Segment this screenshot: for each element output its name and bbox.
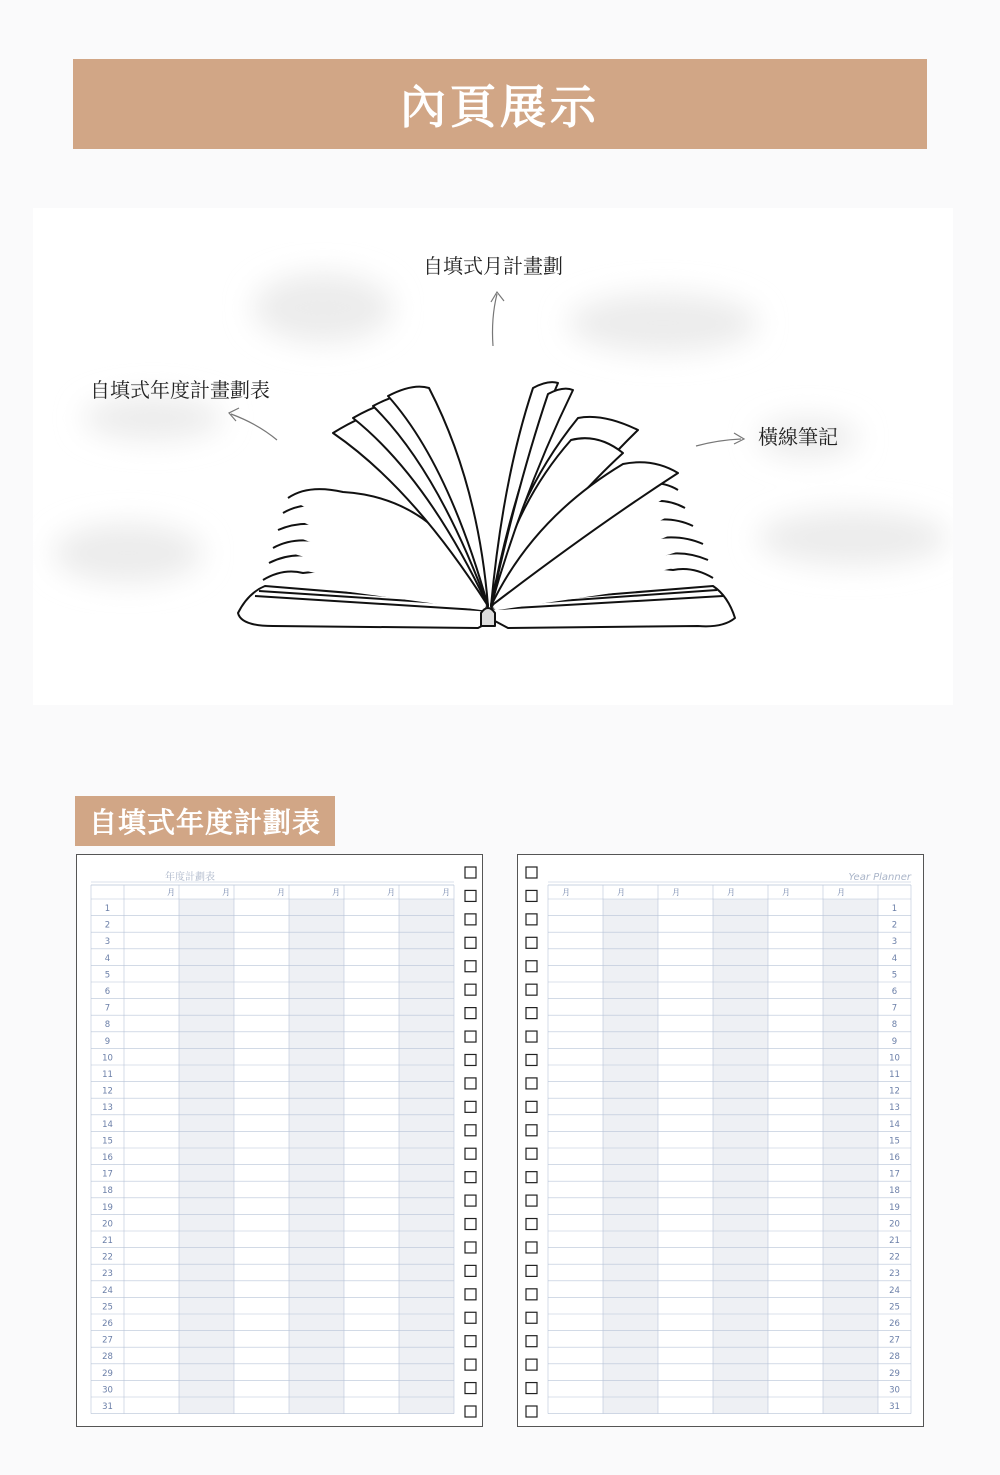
day-number: 10 bbox=[889, 1053, 900, 1064]
checkbox[interactable] bbox=[526, 914, 537, 925]
day-number: 8 bbox=[891, 1020, 898, 1031]
checkbox[interactable] bbox=[465, 914, 476, 925]
day-number: 24 bbox=[102, 1285, 113, 1296]
month-label: 月 bbox=[442, 888, 450, 897]
checkbox[interactable] bbox=[465, 1336, 476, 1347]
day-number: 27 bbox=[889, 1335, 900, 1346]
day-number: 5 bbox=[891, 970, 898, 981]
checkbox[interactable] bbox=[465, 1008, 476, 1019]
section-title-text: 自填式年度計劃表 bbox=[88, 806, 321, 839]
day-number: 5 bbox=[104, 970, 111, 981]
day-number: 27 bbox=[102, 1335, 113, 1346]
year-planner-grid-right bbox=[518, 855, 925, 1428]
day-number: 9 bbox=[891, 1036, 898, 1047]
checkbox[interactable] bbox=[465, 1125, 476, 1136]
day-number: 18 bbox=[889, 1186, 900, 1197]
day-number: 13 bbox=[889, 1103, 900, 1114]
checkbox[interactable] bbox=[465, 1219, 476, 1230]
day-number: 26 bbox=[889, 1319, 900, 1329]
checkbox[interactable] bbox=[526, 1289, 537, 1300]
day-number: 21 bbox=[102, 1236, 113, 1246]
month-label: 月 bbox=[332, 888, 340, 897]
day-number: 29 bbox=[102, 1368, 113, 1379]
checkbox[interactable] bbox=[526, 1265, 537, 1276]
checkbox[interactable] bbox=[526, 1125, 537, 1136]
day-number: 14 bbox=[889, 1119, 900, 1130]
month-label: 月 bbox=[672, 888, 680, 897]
day-number: 12 bbox=[889, 1086, 900, 1097]
day-number: 20 bbox=[889, 1219, 900, 1230]
checkbox[interactable] bbox=[465, 1031, 476, 1042]
day-number: 31 bbox=[102, 1402, 113, 1412]
day-number: 2 bbox=[891, 920, 898, 931]
day-number: 25 bbox=[102, 1302, 113, 1313]
shaded-column bbox=[603, 899, 658, 1414]
checkbox[interactable] bbox=[465, 1078, 476, 1089]
checkbox[interactable] bbox=[465, 1383, 476, 1394]
day-number: 11 bbox=[889, 1070, 900, 1080]
day-number: 3 bbox=[891, 937, 898, 948]
open-book-icon bbox=[33, 208, 953, 705]
day-number: 8 bbox=[104, 1020, 111, 1031]
planner-title: Year Planner bbox=[848, 872, 911, 883]
shaded-column bbox=[399, 899, 454, 1414]
day-number: 3 bbox=[104, 937, 111, 948]
day-number: 31 bbox=[889, 1402, 900, 1412]
shaded-column bbox=[289, 899, 344, 1414]
checkbox[interactable] bbox=[526, 890, 537, 901]
banner-title: 內頁展示 bbox=[400, 80, 600, 134]
day-number: 18 bbox=[102, 1186, 113, 1197]
checkbox[interactable] bbox=[465, 1406, 476, 1417]
checkbox[interactable] bbox=[465, 1265, 476, 1276]
month-label: 月 bbox=[837, 888, 845, 897]
day-number: 17 bbox=[102, 1169, 113, 1180]
day-number: 14 bbox=[102, 1119, 113, 1130]
checkbox[interactable] bbox=[465, 1195, 476, 1206]
checkbox[interactable] bbox=[465, 1289, 476, 1300]
month-label: 月 bbox=[167, 888, 175, 897]
month-label: 月 bbox=[562, 888, 570, 897]
month-label: 月 bbox=[222, 888, 230, 897]
day-number: 7 bbox=[891, 1003, 898, 1014]
checkbox[interactable] bbox=[465, 1312, 476, 1323]
checkbox[interactable] bbox=[526, 1078, 537, 1089]
month-label: 月 bbox=[387, 888, 395, 897]
day-number: 28 bbox=[889, 1352, 900, 1363]
shaded-column bbox=[713, 899, 768, 1414]
day-number: 19 bbox=[889, 1202, 900, 1213]
checkbox[interactable] bbox=[465, 1054, 476, 1065]
checkbox[interactable] bbox=[465, 1242, 476, 1253]
month-label: 月 bbox=[727, 888, 735, 897]
checkbox[interactable] bbox=[526, 1406, 537, 1417]
day-number: 6 bbox=[891, 987, 898, 997]
checkbox[interactable] bbox=[526, 1031, 537, 1042]
checkbox[interactable] bbox=[526, 1383, 537, 1394]
checkbox[interactable] bbox=[526, 984, 537, 995]
checkbox[interactable] bbox=[465, 1359, 476, 1370]
checkbox[interactable] bbox=[465, 961, 476, 972]
yearly-plan-label: 自填式年度計畫劃表 bbox=[90, 378, 270, 402]
day-number: 7 bbox=[104, 1003, 111, 1014]
planner-page-right bbox=[517, 854, 924, 1427]
checkbox[interactable] bbox=[526, 1242, 537, 1253]
checkbox[interactable] bbox=[526, 961, 537, 972]
checkbox[interactable] bbox=[526, 1172, 537, 1183]
day-number: 6 bbox=[104, 987, 111, 997]
day-number: 20 bbox=[102, 1219, 113, 1230]
checkbox[interactable] bbox=[526, 1336, 537, 1347]
day-number: 1 bbox=[891, 904, 898, 914]
day-number: 22 bbox=[102, 1252, 113, 1263]
day-number: 19 bbox=[102, 1202, 113, 1213]
checkbox[interactable] bbox=[526, 1359, 537, 1370]
checkbox[interactable] bbox=[526, 1054, 537, 1065]
day-number: 11 bbox=[102, 1070, 113, 1080]
day-number: 23 bbox=[102, 1269, 113, 1280]
day-number: 30 bbox=[102, 1385, 113, 1396]
checkbox[interactable] bbox=[465, 937, 476, 948]
day-number: 29 bbox=[889, 1368, 900, 1379]
checkbox[interactable] bbox=[526, 1219, 537, 1230]
day-number: 22 bbox=[889, 1252, 900, 1263]
day-number: 4 bbox=[104, 953, 111, 964]
checkbox[interactable] bbox=[465, 867, 476, 878]
lined-notes-label: 橫線筆記 bbox=[758, 425, 838, 449]
day-number: 1 bbox=[104, 904, 111, 914]
day-number: 16 bbox=[889, 1153, 900, 1163]
day-number: 15 bbox=[889, 1136, 900, 1147]
day-number: 30 bbox=[889, 1385, 900, 1396]
month-label: 月 bbox=[782, 888, 790, 897]
day-number: 2 bbox=[104, 920, 111, 931]
day-number: 25 bbox=[889, 1302, 900, 1313]
day-number: 16 bbox=[102, 1153, 113, 1163]
day-number: 9 bbox=[104, 1036, 111, 1047]
checkbox[interactable] bbox=[465, 1172, 476, 1183]
month-label: 月 bbox=[277, 888, 285, 897]
checkbox[interactable] bbox=[465, 1148, 476, 1159]
day-number: 13 bbox=[102, 1103, 113, 1114]
month-label: 月 bbox=[617, 888, 625, 897]
day-number: 17 bbox=[889, 1169, 900, 1180]
checkbox[interactable] bbox=[465, 890, 476, 901]
checkbox[interactable] bbox=[526, 1101, 537, 1112]
checkbox[interactable] bbox=[526, 1148, 537, 1159]
shaded-column bbox=[823, 899, 878, 1414]
day-number: 24 bbox=[889, 1285, 900, 1296]
checkbox[interactable] bbox=[526, 937, 537, 948]
day-number: 12 bbox=[102, 1086, 113, 1097]
section-title bbox=[75, 796, 335, 846]
checkbox[interactable] bbox=[526, 1008, 537, 1019]
day-number: 21 bbox=[889, 1236, 900, 1246]
planner-page-left bbox=[76, 854, 483, 1427]
day-number: 23 bbox=[889, 1269, 900, 1280]
book-drawing bbox=[238, 382, 735, 628]
book-illustration-panel bbox=[33, 208, 953, 705]
day-number: 10 bbox=[102, 1053, 113, 1064]
checkbox[interactable] bbox=[465, 1101, 476, 1112]
day-number: 26 bbox=[102, 1319, 113, 1329]
year-planner-grid-left bbox=[77, 855, 484, 1428]
checkbox[interactable] bbox=[526, 867, 537, 878]
checkbox[interactable] bbox=[465, 984, 476, 995]
checkbox[interactable] bbox=[526, 1195, 537, 1206]
day-number: 28 bbox=[102, 1352, 113, 1363]
planner-title: 年度計劃表 bbox=[165, 872, 215, 883]
day-number: 15 bbox=[102, 1136, 113, 1147]
monthly-plan-label: 自填式月計畫劃 bbox=[423, 254, 563, 278]
shaded-column bbox=[179, 899, 234, 1414]
checkbox[interactable] bbox=[526, 1312, 537, 1323]
page-banner bbox=[73, 59, 927, 149]
day-number: 4 bbox=[891, 953, 898, 964]
